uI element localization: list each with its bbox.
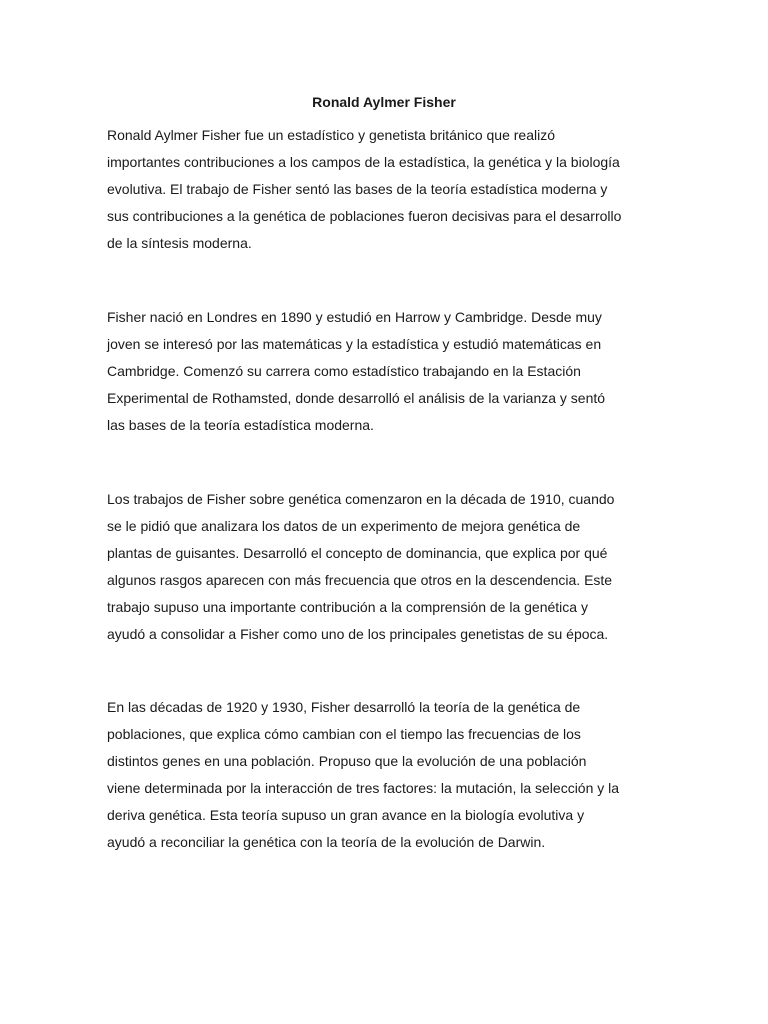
paragraph-line: Ronald Aylmer Fisher fue un estadístico y genetista británico que realizó bbox=[107, 127, 555, 143]
paragraph-line: se le pidió que analizara los datos de un experimento de mejora genética de bbox=[107, 518, 581, 534]
paragraph-line: poblaciones, que explica cómo cambian con el tiempo las frecuencias de los bbox=[107, 726, 581, 742]
paragraph-line: Experimental de Rothamsted, donde desarrolló el análisis de la varianza y sentó bbox=[107, 390, 606, 406]
paragraph-line: viene determinada por la interacción de tres factores: la mutación, la selección y la bbox=[107, 780, 620, 796]
document-title: Ronald Aylmer Fisher bbox=[312, 94, 456, 110]
paragraph-line: importantes contribuciones a los campos de la estadística, la genética y la biología bbox=[107, 154, 620, 170]
paragraph-line: En las décadas de 1920 y 1930, Fisher desarrolló la teoría de la genética de bbox=[107, 699, 581, 715]
paragraph-line: ayudó a reconciliar la genética con la teoría de la evolución de Darwin. bbox=[107, 834, 546, 850]
paragraph-line: algunos rasgos aparecen con más frecuencia que otros en la descendencia. Este bbox=[107, 572, 613, 588]
paragraph-line: las bases de la teoría estadística moderna. bbox=[107, 417, 374, 433]
paragraph-1 bbox=[107, 122, 667, 257]
paragraph-4 bbox=[107, 694, 667, 856]
paragraph-line: Los trabajos de Fisher sobre genética comenzaron en la década de 1910, cuando bbox=[107, 491, 615, 507]
paragraph-line: trabajo supuso una importante contribución a la comprensión de la genética y bbox=[107, 599, 588, 615]
paragraph-line: Fisher nació en Londres en 1890 y estudió en Harrow y Cambridge. Desde muy bbox=[107, 309, 602, 325]
paragraph-line: evolutiva. El trabajo de Fisher sentó las bases de la teoría estadística moderna y bbox=[107, 181, 608, 197]
paragraph-line: Cambridge. Comenzó su carrera como estadístico trabajando en la Estación bbox=[107, 363, 581, 379]
paragraph-line: sus contribuciones a la genética de poblaciones fueron decisivas para el desarrollo bbox=[107, 208, 622, 224]
paragraph-line: de la síntesis moderna. bbox=[107, 235, 252, 251]
paragraph-line: plantas de guisantes. Desarrolló el concepto de dominancia, que explica por qué bbox=[107, 545, 608, 561]
paragraph-3 bbox=[107, 486, 667, 648]
paragraph-line: ayudó a consolidar a Fisher como uno de los principales genetistas de su época. bbox=[107, 626, 609, 642]
paragraph-2 bbox=[107, 304, 667, 439]
paragraph-line: distintos genes en una población. Propuso que la evolución de una población bbox=[107, 753, 587, 769]
paragraph-line: deriva genética. Esta teoría supuso un gran avance en la biología evolutiva y bbox=[107, 807, 585, 823]
paragraph-line: joven se interesó por las matemáticas y la estadística y estudió matemáticas en bbox=[107, 336, 602, 352]
